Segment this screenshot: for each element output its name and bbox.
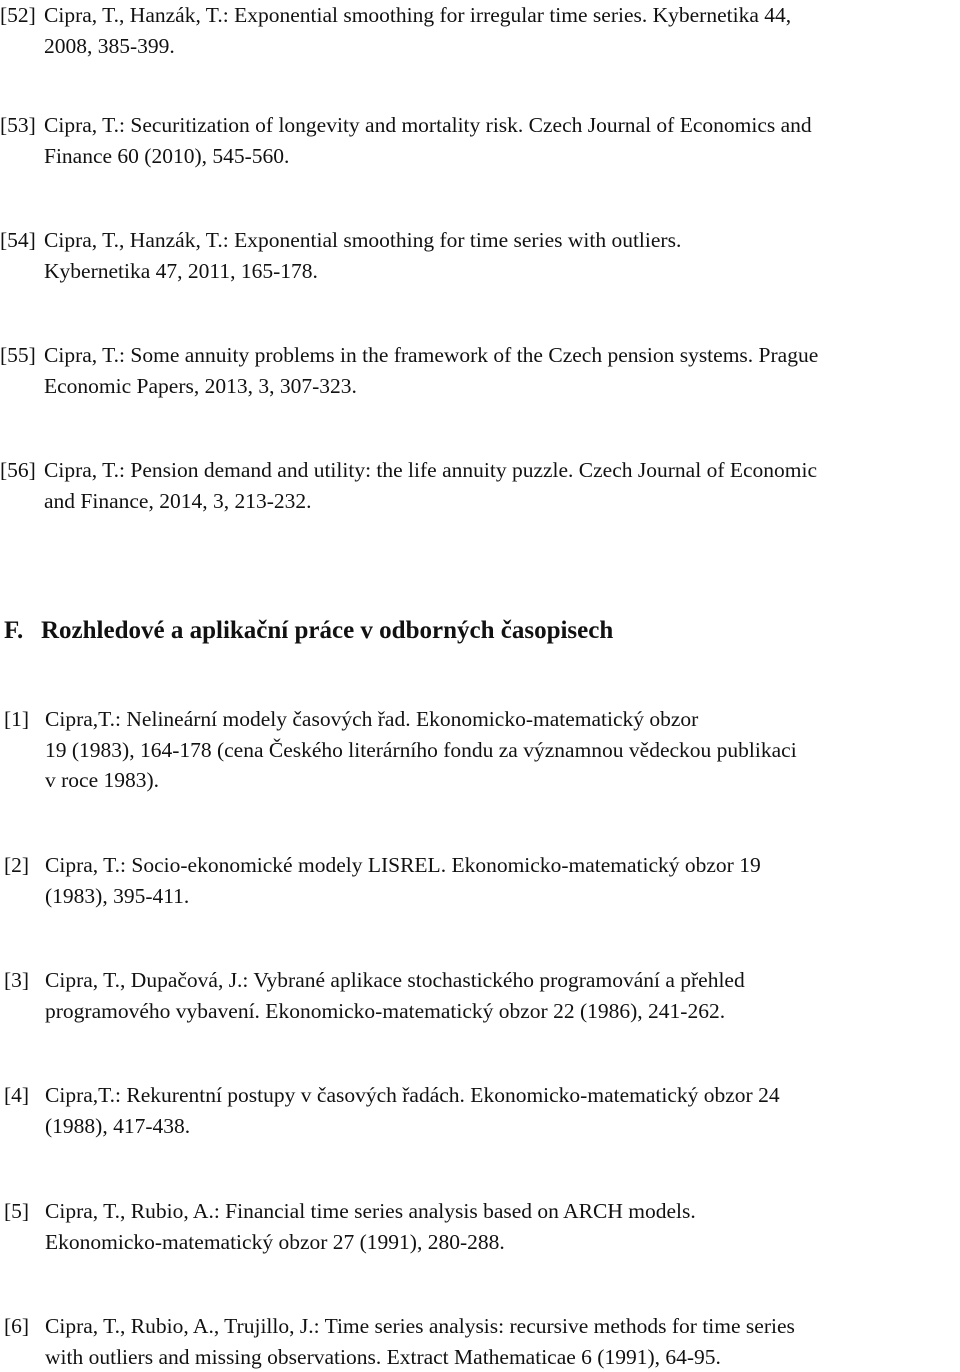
reference-line: Cipra, T.: Securitization of longevity and mortality risk. Czech Journal of Economics and: [44, 110, 960, 141]
reference-text: [45, 965, 960, 1026]
reference-text: [45, 1080, 960, 1141]
reference-entry: [0, 110, 960, 171]
reference-text: [45, 850, 960, 911]
reference-line: Cipra,T.: Rekurentní postupy v časových řadách. Ekonomicko-matematický obzor 24: [45, 1080, 960, 1111]
reference-number: [6]: [4, 1311, 29, 1342]
reference-number: [52]: [0, 0, 36, 31]
reference-line: Cipra, T., Dupačová, J.: Vybrané aplikace stochastického programování a přehled: [45, 965, 960, 996]
reference-number: [1]: [4, 704, 29, 735]
reference-line: Cipra,T.: Nelineární modely časových řad. Ekonomicko-matematický obzor: [45, 704, 960, 735]
reference-line: (1988), 417-438.: [45, 1111, 960, 1142]
reference-line: Cipra, T.: Socio-ekonomické modely LISREL. Ekonomicko-matematický obzor 19: [45, 850, 960, 881]
reference-line: 19 (1983), 164-178 (cena Českého literárního fondu za významnou vědeckou publikaci: [45, 735, 960, 766]
reference-line: Cipra, T., Hanzák, T.: Exponential smoothing for irregular time series. Kybernetika 44,: [44, 0, 960, 31]
reference-entry: [0, 1311, 960, 1372]
reference-number: [55]: [0, 340, 36, 371]
reference-text: [44, 455, 960, 516]
reference-entry: [0, 1196, 960, 1257]
reference-line: v roce 1983).: [45, 765, 960, 796]
reference-line: programového vybavení. Ekonomicko-matematický obzor 22 (1986), 241-262.: [45, 996, 960, 1027]
reference-number: [56]: [0, 455, 36, 486]
reference-line: Finance 60 (2010), 545-560.: [44, 141, 960, 172]
reference-line: Cipra, T., Hanzák, T.: Exponential smoothing for time series with outliers.: [44, 225, 960, 256]
reference-line: Cipra, T.: Pension demand and utility: the life annuity puzzle. Czech Journal of Economic: [44, 455, 960, 486]
reference-line: Ekonomicko-matematický obzor 27 (1991), 280-288.: [45, 1227, 960, 1258]
reference-text: [44, 340, 960, 401]
reference-line: and Finance, 2014, 3, 213-232.: [44, 486, 960, 517]
reference-line: Cipra, T.: Some annuity problems in the framework of the Czech pension systems. Prague: [44, 340, 960, 371]
reference-entry: [0, 340, 960, 401]
reference-line: (1983), 395-411.: [45, 881, 960, 912]
reference-line: Economic Papers, 2013, 3, 307-323.: [44, 371, 960, 402]
reference-number: [4]: [4, 1080, 29, 1111]
reference-entry: [0, 1080, 960, 1141]
reference-line: Cipra, T., Rubio, A., Trujillo, J.: Time series analysis: recursive methods for time series: [45, 1311, 960, 1342]
reference-line: Cipra, T., Rubio, A.: Financial time series analysis based on ARCH models.: [45, 1196, 960, 1227]
reference-text: [44, 0, 960, 61]
reference-entry: [0, 455, 960, 516]
reference-number: [53]: [0, 110, 36, 141]
reference-text: [44, 110, 960, 171]
reference-number: [5]: [4, 1196, 29, 1227]
reference-text: [45, 1311, 960, 1372]
reference-text: [45, 704, 960, 796]
section-number: F.: [4, 615, 23, 647]
reference-line: with outliers and missing observations. Extract Mathematicae 6 (1991), 64-95.: [45, 1342, 960, 1372]
reference-entry: [0, 0, 960, 61]
reference-line: 2008, 385-399.: [44, 31, 960, 62]
reference-number: [54]: [0, 225, 36, 256]
reference-number: [2]: [4, 850, 29, 881]
reference-text: [44, 225, 960, 286]
reference-number: [3]: [4, 965, 29, 996]
reference-entry: [0, 225, 960, 286]
reference-line: Kybernetika 47, 2011, 165-178.: [44, 256, 960, 287]
reference-entry: [0, 965, 960, 1026]
reference-text: [45, 1196, 960, 1257]
section-title: Rozhledové a aplikační práce v odborných časopisech: [41, 615, 613, 647]
reference-entry: [0, 850, 960, 911]
reference-entry: [0, 704, 960, 796]
